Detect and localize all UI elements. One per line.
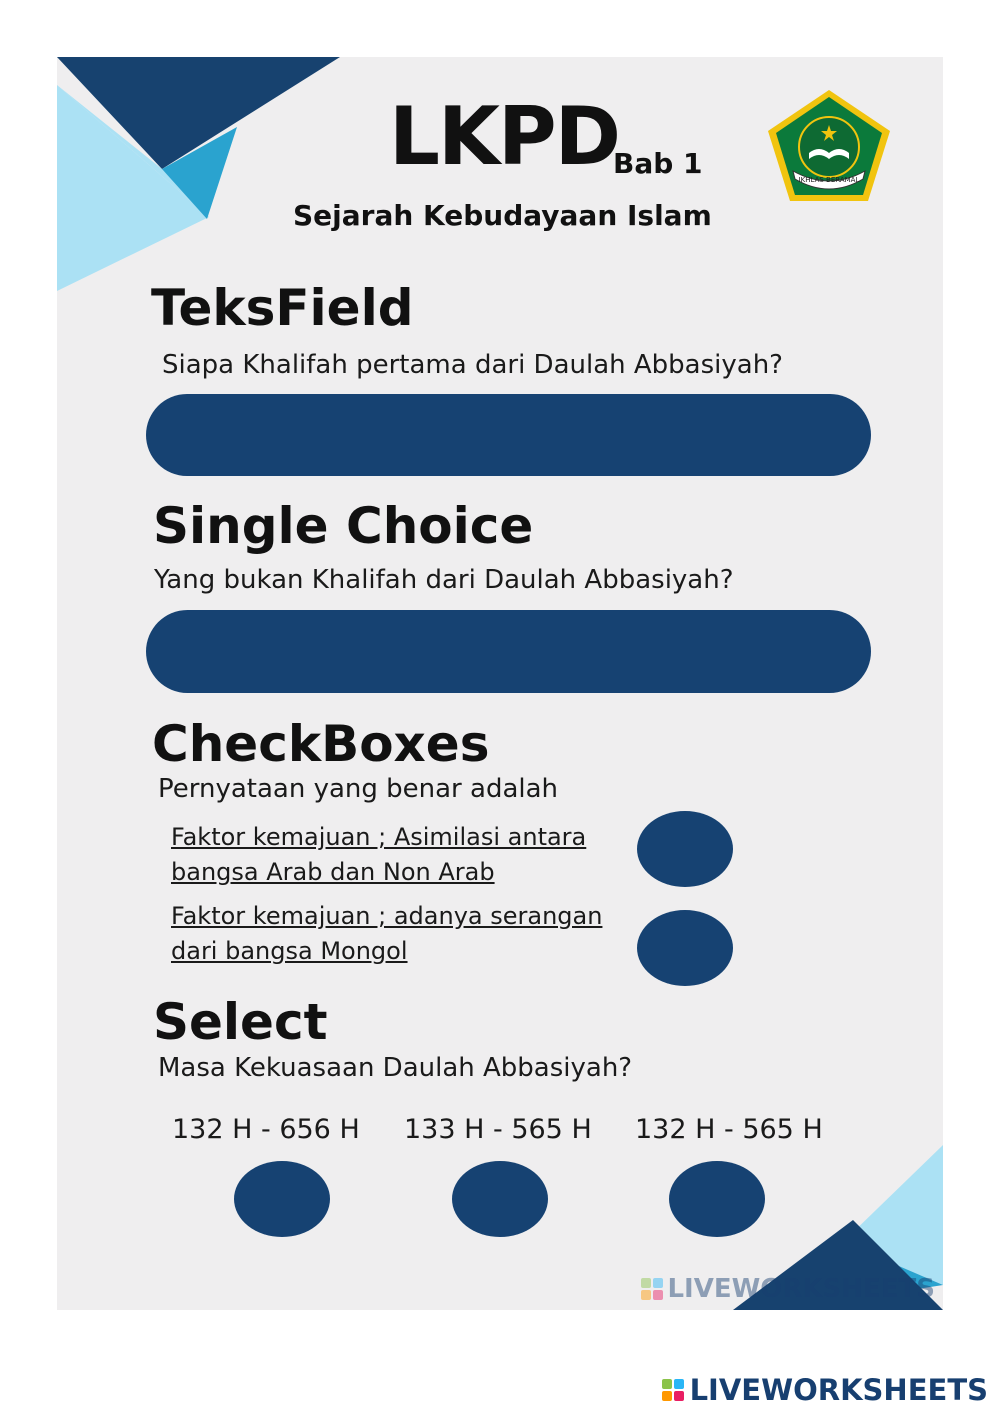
liveworksheets-watermark — [641, 1274, 935, 1304]
checkbox-option-1-line2: bangsa Arab dan Non Arab — [171, 858, 495, 886]
select-option-2[interactable] — [452, 1161, 548, 1237]
checkboxes-question: Pernyataan yang benar adalah — [158, 774, 559, 804]
page-subtitle: Sejarah Kebudayaan Islam — [293, 199, 712, 232]
emblem-motto: IKHLAS BERAMAL — [798, 176, 860, 184]
liveworksheets-logo-icon — [641, 1278, 663, 1300]
section-heading-select: Select — [153, 993, 328, 1051]
page-title: LKPD — [389, 90, 620, 183]
liveworksheets-logo-icon — [662, 1379, 684, 1401]
checkbox-option-2-line2: dari bangsa Mongol — [171, 937, 408, 965]
checkbox-option-1[interactable] — [637, 811, 733, 887]
select-question: Masa Kekuasaan Daulah Abbasiyah? — [158, 1053, 633, 1083]
checkbox-option-1-text — [171, 820, 586, 890]
watermark-text: LIVEWORKSHEETS — [667, 1274, 935, 1304]
section-heading-teksfield: TeksField — [151, 279, 414, 337]
kemenag-emblem-icon — [765, 87, 893, 205]
select-option-1-label: 132 H - 656 H — [172, 1114, 360, 1145]
checkbox-option-1-line1: Faktor kemajuan ; Asimilasi antara — [171, 823, 587, 851]
checkbox-option-2-text — [171, 899, 602, 969]
worksheet-page — [57, 57, 943, 1310]
select-option-3[interactable] — [669, 1161, 765, 1237]
corner-decoration-top-left — [57, 57, 357, 297]
footer-brand-text: LIVEWORKSHEETS — [689, 1373, 988, 1407]
section-heading-checkboxes: CheckBoxes — [152, 715, 490, 773]
teksfield-question: Siapa Khalifah pertama dari Daulah Abbasiyah? — [162, 350, 783, 380]
checkbox-option-2-line1: Faktor kemajuan ; adanya serangan — [171, 902, 603, 930]
single-choice-dropdown[interactable] — [146, 610, 871, 693]
select-option-2-label: 133 H - 565 H — [404, 1114, 592, 1145]
checkbox-option-2[interactable] — [637, 910, 733, 986]
teksfield-answer-input[interactable] — [146, 394, 871, 476]
section-heading-single-choice: Single Choice — [153, 497, 534, 555]
liveworksheets-footer-logo[interactable] — [662, 1372, 988, 1408]
chapter-label: Bab 1 — [613, 147, 703, 180]
select-option-3-label: 132 H - 565 H — [635, 1114, 823, 1145]
select-option-1[interactable] — [234, 1161, 330, 1237]
single-choice-question: Yang bukan Khalifah dari Daulah Abbasiyah? — [154, 565, 734, 595]
